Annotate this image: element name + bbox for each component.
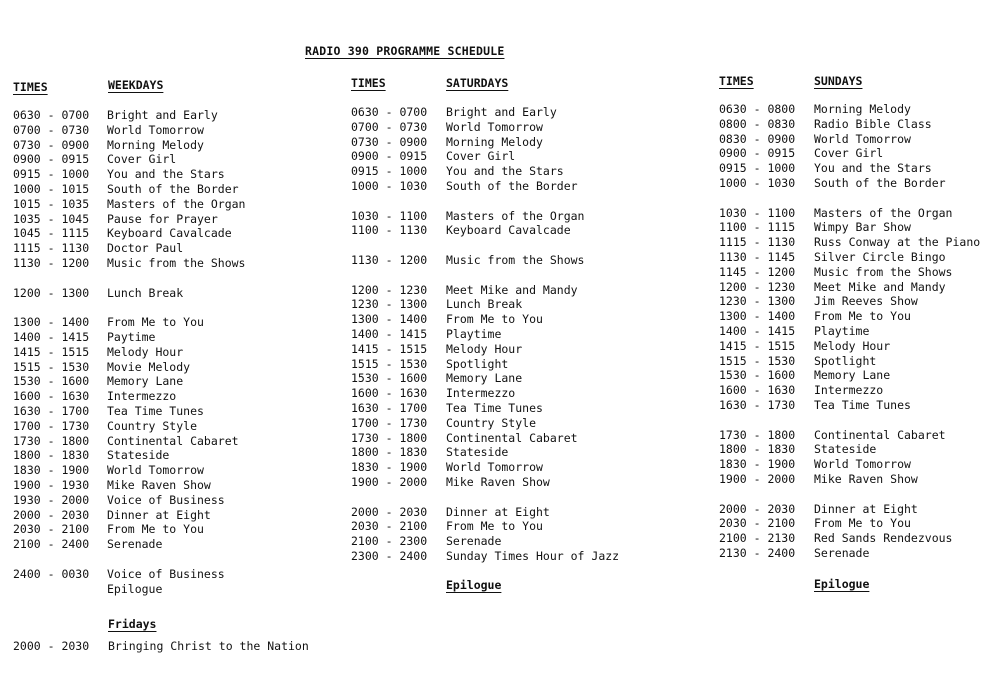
- time-slot: 1000 - 1030: [719, 175, 796, 190]
- programme-name: Tea Time Tunes: [107, 403, 204, 418]
- programme-name: Cover Girl: [814, 146, 884, 161]
- programme-name: World Tomorrow: [107, 122, 204, 137]
- time-slot: 0630 - 0700: [13, 108, 90, 122]
- time-slot: 1045 - 1115: [13, 226, 90, 241]
- programme-name: Stateside: [107, 448, 170, 463]
- programme-name: Memory Lane: [814, 368, 891, 383]
- programme-name: Keyboard Cavalcade: [446, 223, 571, 238]
- time-slot: 2100 - 2130: [719, 531, 796, 546]
- time-slot: 1930 - 2000: [13, 492, 90, 507]
- time-slot: 1300 - 1400: [719, 309, 796, 324]
- time-slot: 1515 - 1530: [13, 359, 90, 374]
- time-slot: 1130 - 1145: [719, 249, 796, 264]
- programme-name: Mike Raven Show: [107, 477, 211, 492]
- time-slot: 1400 - 1415: [13, 329, 90, 344]
- programme-name: Jim Reeves Show: [814, 294, 918, 309]
- programme-name: Movie Melody: [107, 359, 191, 374]
- time-slot: 2000 - 2030: [13, 507, 90, 522]
- time-slot: 2000 - 2030: [351, 504, 428, 519]
- programme-name: Intermezzo: [107, 389, 177, 404]
- programme-name: You and the Stars: [107, 167, 225, 182]
- programme-name: Continental Cabaret: [107, 433, 239, 448]
- time-slot: 1415 - 1515: [13, 344, 90, 359]
- time-slot: 1115 - 1130: [13, 241, 90, 256]
- programme-name: Morning Melody: [814, 102, 911, 116]
- time-slot: 2100 - 2300: [351, 534, 428, 549]
- programme-name: World Tomorrow: [814, 131, 911, 146]
- programme-name: Country Style: [107, 418, 198, 433]
- programme-name: World Tomorrow: [446, 460, 543, 475]
- programme-name: Tea Time Tunes: [814, 397, 911, 412]
- time-slot: 0800 - 0830: [719, 116, 796, 131]
- time-slot: 2030 - 2100: [719, 516, 796, 531]
- weekdays-header: WEEKDAYS: [108, 78, 164, 92]
- programme-name: Pause for Prayer: [107, 211, 218, 226]
- time-slot: 0915 - 1000: [351, 164, 428, 179]
- programme-name: Cover Girl: [446, 149, 516, 164]
- time-slot: 1300 - 1400: [351, 312, 428, 327]
- programme-name: From Me to You: [107, 522, 204, 537]
- programme-name: Silver Circle Bingo: [814, 249, 946, 264]
- programme-name: Intermezzo: [814, 383, 884, 398]
- time-slot: 1630 - 1700: [351, 400, 428, 415]
- time-slot: 2100 - 2400: [13, 537, 90, 552]
- programme-name: Melody Hour: [107, 344, 184, 359]
- programme-name: Continental Cabaret: [446, 430, 578, 445]
- programme-name: From Me to You: [446, 312, 543, 327]
- time-slot: 1900 - 2000: [351, 474, 428, 489]
- programme-name: Meet Mike and Mandy: [446, 282, 578, 297]
- time-slot: 2030 - 2100: [13, 522, 90, 537]
- time-slot: 1900 - 1930: [13, 477, 90, 492]
- time-slot: 1130 - 1200: [351, 252, 428, 267]
- time-slot: 0830 - 0900: [719, 131, 796, 146]
- time-slot: 1145 - 1200: [719, 264, 796, 279]
- programme-name: Tea Time Tunes: [446, 400, 543, 415]
- programme-name: Voice of Business: [107, 492, 225, 507]
- time-slot: 0915 - 1000: [719, 161, 796, 176]
- programme-name: From Me to You: [814, 516, 911, 531]
- time-slot: 1200 - 1230: [351, 282, 428, 297]
- programme-name: Dinner at Eight: [814, 501, 918, 516]
- time-slot: 1030 - 1100: [351, 208, 428, 223]
- programme-name: Meet Mike and Mandy: [814, 279, 946, 294]
- time-slot: 1000 - 1015: [13, 181, 90, 196]
- time-slot: 2030 - 2100: [351, 519, 428, 534]
- time-slot: 0900 - 0915: [351, 149, 428, 164]
- time-slot: 1100 - 1130: [351, 223, 428, 238]
- programme-name: South of the Border: [107, 181, 239, 196]
- programme-name: Bright and Early: [107, 108, 218, 122]
- sundays-header: SUNDAYS: [814, 74, 863, 88]
- time-slot: 2400 - 0030: [13, 566, 90, 581]
- programme-name: From Me to You: [107, 315, 204, 330]
- programme-name: Continental Cabaret: [814, 427, 946, 442]
- time-slot: 1130 - 1200: [13, 255, 90, 270]
- programme-name: You and the Stars: [814, 161, 932, 176]
- time-slot: 1415 - 1515: [719, 338, 796, 353]
- programme-name: Serenade: [107, 537, 163, 552]
- programme-name: Music from the Shows: [107, 255, 246, 270]
- time-slot: 1530 - 1600: [719, 368, 796, 383]
- programme-name: Mike Raven Show: [814, 471, 918, 486]
- time-slot: 0900 - 0915: [13, 152, 90, 167]
- time-slot: 1830 - 1900: [719, 457, 796, 472]
- programme-name: World Tomorrow: [814, 457, 911, 472]
- programme-name: Lunch Break: [107, 285, 184, 300]
- time-slot: 1600 - 1630: [351, 386, 428, 401]
- programme-name: Radio Bible Class: [814, 116, 932, 131]
- time-slot: 1830 - 1900: [351, 460, 428, 475]
- programme-name: Country Style: [446, 415, 537, 430]
- sundays-epilogue: Epilogue: [814, 577, 870, 591]
- programme-name: Masters of the Organ: [446, 208, 585, 223]
- programme-name: Stateside: [446, 445, 509, 460]
- programme-name: Serenade: [446, 534, 502, 549]
- time-slot: 1400 - 1415: [719, 323, 796, 338]
- programme-name: Red Sands Rendezvous: [814, 531, 953, 546]
- time-slot: 1800 - 1830: [13, 448, 90, 463]
- programme-name: Paytime: [107, 329, 156, 344]
- time-slot: 1200 - 1300: [13, 285, 90, 300]
- time-slot: 1700 - 1730: [13, 418, 90, 433]
- time-slot: 1015 - 1035: [13, 196, 90, 211]
- programme-name: You and the Stars: [446, 164, 564, 179]
- friday-programme-name: Bringing Christ to the Nation: [108, 639, 309, 653]
- weekdays-times-header: TIMES: [13, 80, 48, 94]
- programme-name: Sunday Times Hour of Jazz: [446, 548, 620, 563]
- time-slot: 1730 - 1800: [351, 430, 428, 445]
- programme-name: Memory Lane: [107, 374, 184, 389]
- programme-name: Wimpy Bar Show: [814, 220, 911, 235]
- programme-name: Intermezzo: [446, 386, 516, 401]
- programme-name: From Me to You: [814, 309, 911, 324]
- programme-name: Dinner at Eight: [446, 504, 550, 519]
- programme-name: Playtime: [814, 323, 870, 338]
- programme-name: Bright and Early: [446, 105, 557, 119]
- time-slot: 1730 - 1800: [719, 427, 796, 442]
- programme-name: Music from the Shows: [446, 252, 585, 267]
- programme-name: Masters of the Organ: [107, 196, 246, 211]
- programme-name: Doctor Paul: [107, 241, 184, 256]
- time-slot: 2000 - 2030: [719, 501, 796, 516]
- time-slot: 1300 - 1400: [13, 315, 90, 330]
- time-slot: 1630 - 1700: [13, 403, 90, 418]
- time-slot: 1230 - 1300: [351, 297, 428, 312]
- programme-name: Morning Melody: [107, 137, 204, 152]
- programme-name: Melody Hour: [814, 338, 891, 353]
- programme-name: Mike Raven Show: [446, 474, 550, 489]
- time-slot: 1515 - 1530: [719, 353, 796, 368]
- time-slot: 1200 - 1230: [719, 279, 796, 294]
- programme-name: South of the Border: [814, 175, 946, 190]
- time-slot: 1530 - 1600: [351, 371, 428, 386]
- programme-name: Voice of Business: [107, 566, 225, 581]
- page-title: RADIO 390 PROGRAMME SCHEDULE: [305, 44, 505, 58]
- programme-name: Melody Hour: [446, 341, 523, 356]
- time-slot: 0630 - 0700: [351, 105, 428, 119]
- programme-name: From Me to You: [446, 519, 543, 534]
- time-slot: 0730 - 0900: [351, 134, 428, 149]
- time-slot: 0730 - 0900: [13, 137, 90, 152]
- time-slot: 0700 - 0730: [13, 122, 90, 137]
- time-slot: 1800 - 1830: [351, 445, 428, 460]
- time-slot: 1730 - 1800: [13, 433, 90, 448]
- programme-name: Stateside: [814, 442, 877, 457]
- time-slot: 1100 - 1115: [719, 220, 796, 235]
- programme-name: Dinner at Eight: [107, 507, 211, 522]
- time-slot: 1230 - 1300: [719, 294, 796, 309]
- time-slot: 1030 - 1100: [719, 205, 796, 220]
- time-slot: 0630 - 0800: [719, 102, 796, 116]
- programme-name: Memory Lane: [446, 371, 523, 386]
- programme-name: World Tomorrow: [446, 119, 543, 134]
- programme-name: World Tomorrow: [107, 463, 204, 478]
- time-slot: 1400 - 1415: [351, 326, 428, 341]
- time-slot: 1035 - 1045: [13, 211, 90, 226]
- time-slot: 1600 - 1630: [719, 383, 796, 398]
- programme-name: Morning Melody: [446, 134, 543, 149]
- time-slot: 1515 - 1530: [351, 356, 428, 371]
- time-slot: 1800 - 1830: [719, 442, 796, 457]
- time-slot: 1415 - 1515: [351, 341, 428, 356]
- time-slot: 1830 - 1900: [13, 463, 90, 478]
- time-slot: 0700 - 0730: [351, 119, 428, 134]
- programme-name: Cover Girl: [107, 152, 177, 167]
- weekdays-epilogue: Epilogue: [107, 581, 163, 596]
- programme-name: Lunch Break: [446, 297, 523, 312]
- programme-name: Russ Conway at the Piano: [814, 235, 981, 250]
- time-slot: 0900 - 0915: [719, 146, 796, 161]
- time-slot: 1600 - 1630: [13, 389, 90, 404]
- fridays-header: Fridays: [108, 617, 157, 631]
- saturdays-header: SATURDAYS: [446, 76, 509, 90]
- programme-name: Masters of the Organ: [814, 205, 953, 220]
- friday-time-slot: 2000 - 2030: [13, 639, 90, 653]
- time-slot: 1630 - 1730: [719, 397, 796, 412]
- time-slot: 2300 - 2400: [351, 548, 428, 563]
- programme-name: Spotlight: [446, 356, 509, 371]
- time-slot: 0915 - 1000: [13, 167, 90, 182]
- programme-name: Keyboard Cavalcade: [107, 226, 232, 241]
- programme-name: Spotlight: [814, 353, 877, 368]
- time-slot: 1530 - 1600: [13, 374, 90, 389]
- time-slot: 1000 - 1030: [351, 178, 428, 193]
- time-slot: 1700 - 1730: [351, 415, 428, 430]
- time-slot: 2130 - 2400: [719, 545, 796, 560]
- programme-name: South of the Border: [446, 178, 578, 193]
- saturdays-times-header: TIMES: [351, 76, 386, 90]
- programme-name: Playtime: [446, 326, 502, 341]
- saturdays-epilogue: Epilogue: [446, 578, 502, 592]
- programme-name: Serenade: [814, 545, 870, 560]
- time-slot: 1115 - 1130: [719, 235, 796, 250]
- time-slot: 1900 - 2000: [719, 471, 796, 486]
- sundays-times-header: TIMES: [719, 74, 754, 88]
- programme-name: Music from the Shows: [814, 264, 953, 279]
